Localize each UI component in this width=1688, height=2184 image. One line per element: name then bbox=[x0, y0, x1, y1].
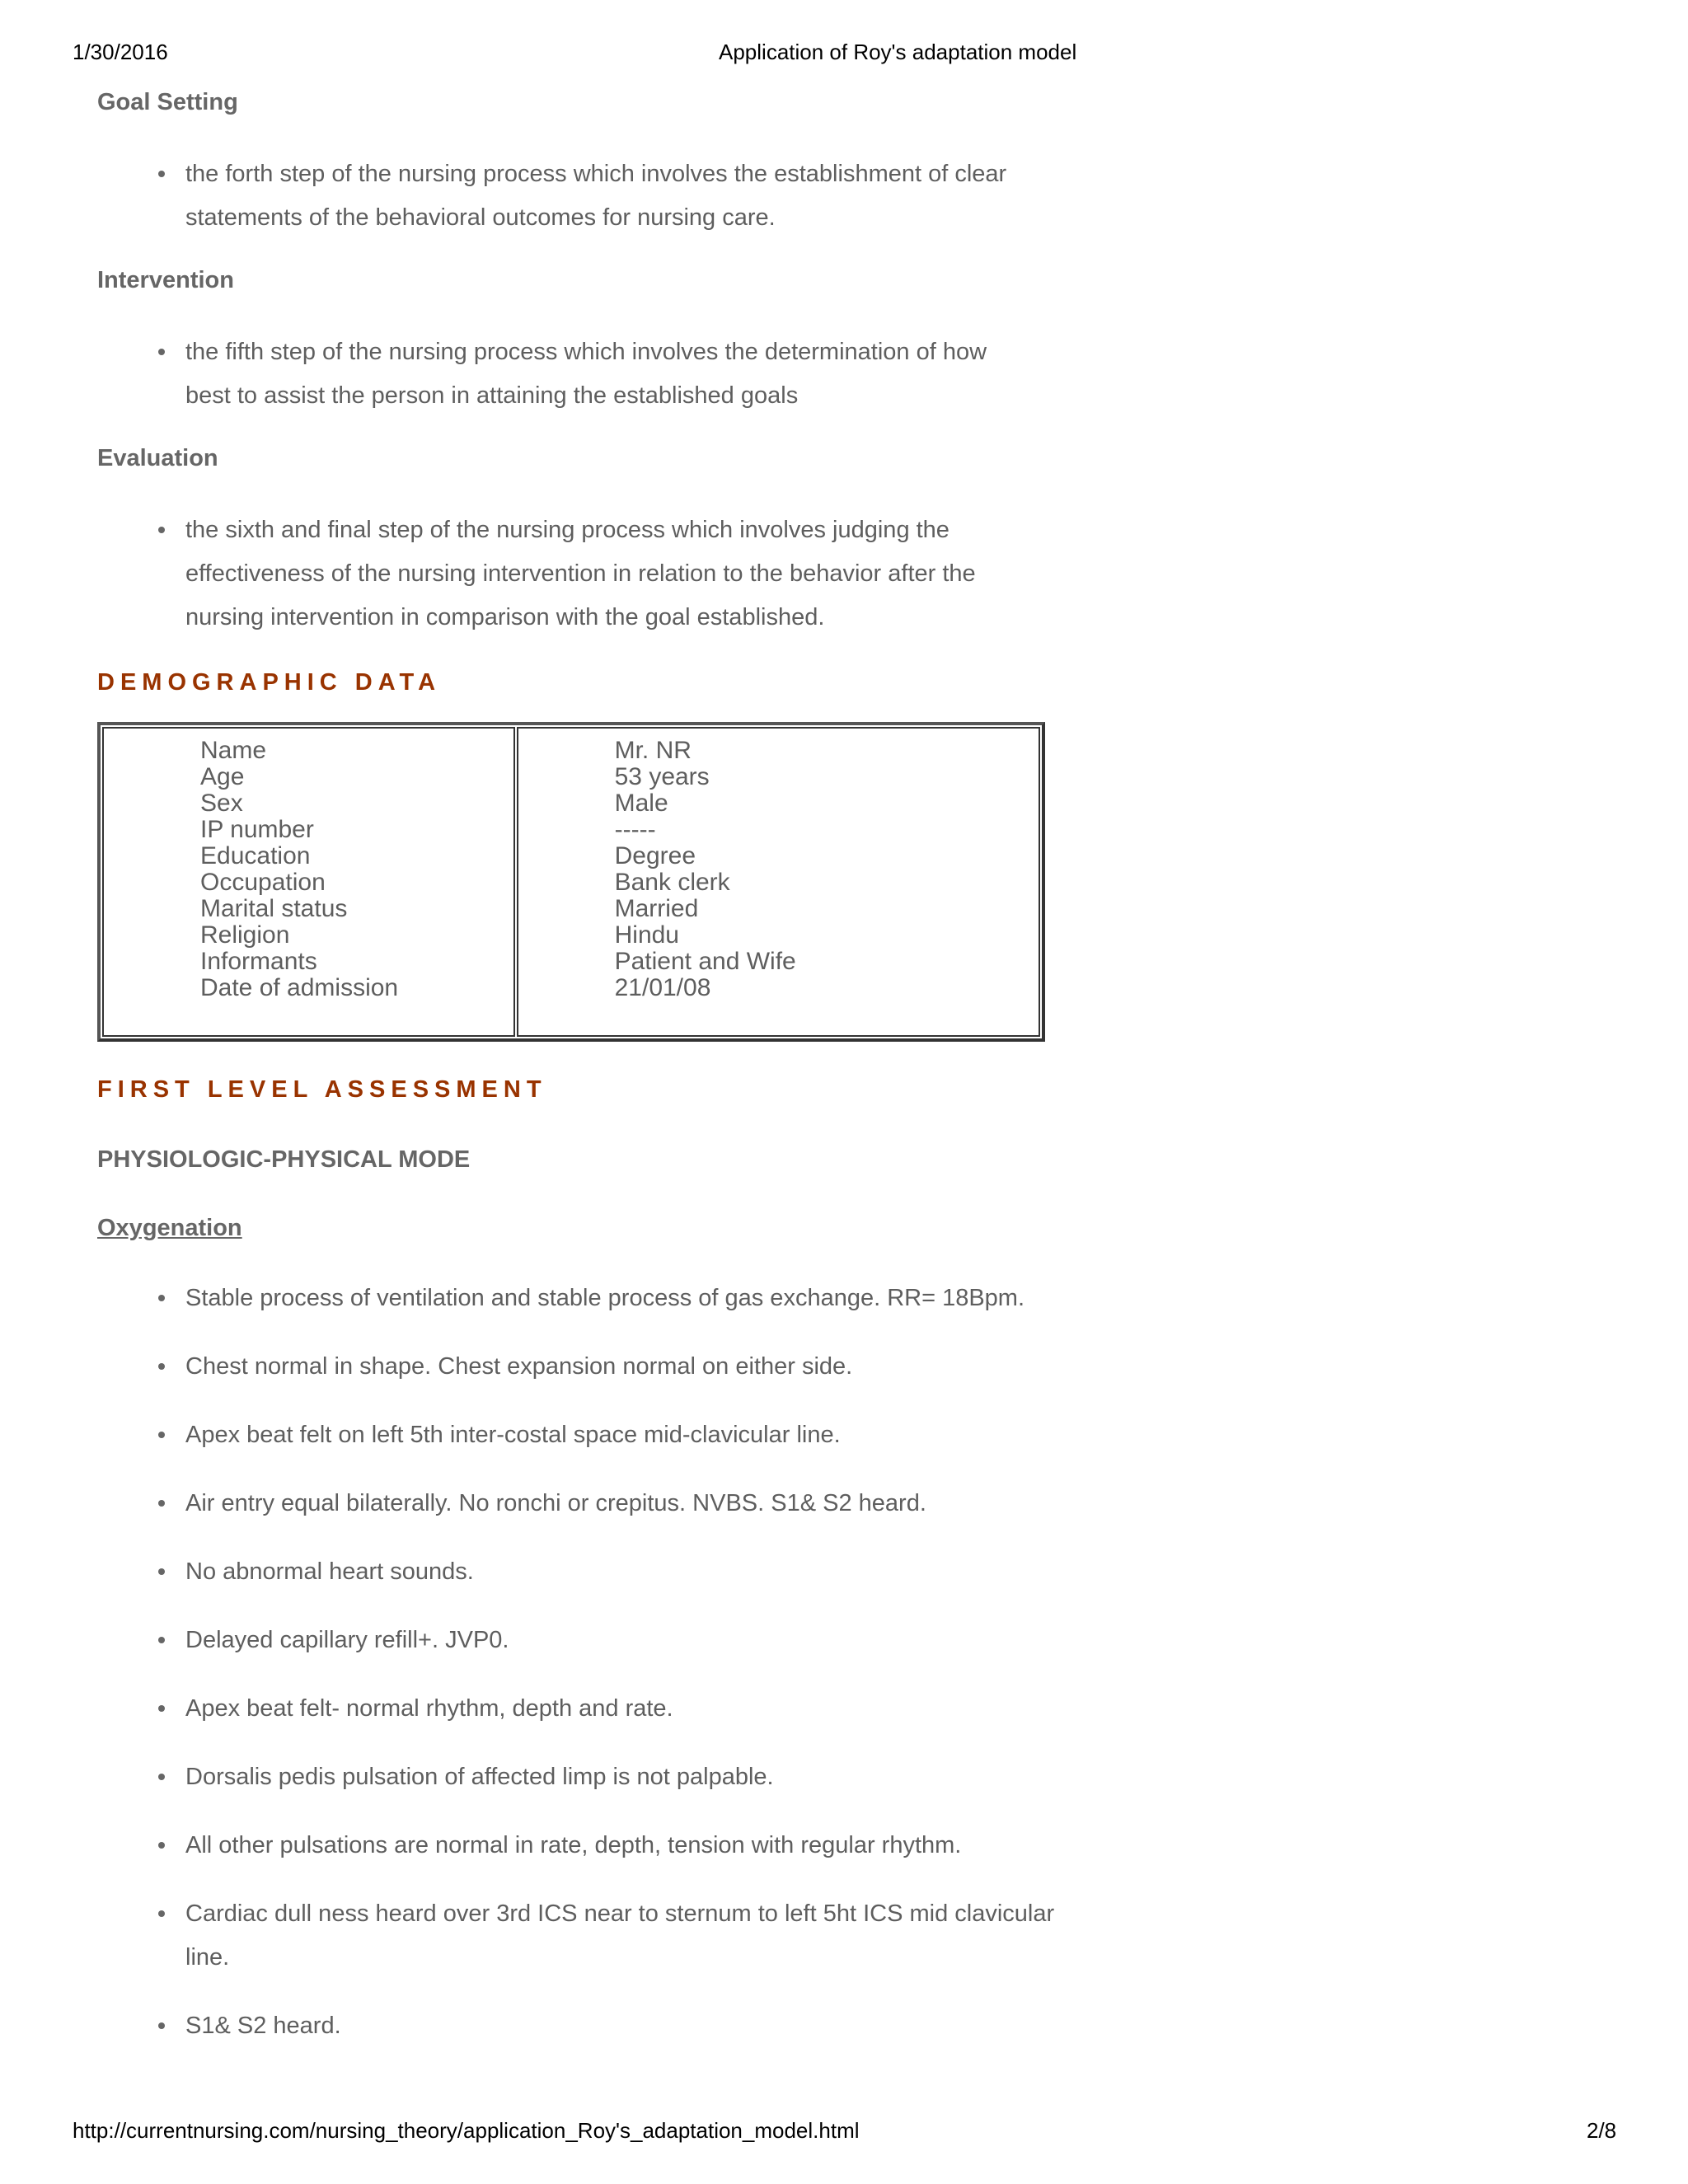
label-informants: Informants bbox=[200, 948, 317, 975]
bullet-icon bbox=[158, 1432, 165, 1438]
evaluation-list bbox=[97, 509, 1029, 640]
bullet-icon bbox=[158, 1295, 165, 1301]
value-informants: Patient and Wife bbox=[614, 948, 796, 975]
list-item-text: the forth step of the nursing process which involves the establishment of clear statements of the behavioral outcomes for nursing care. bbox=[185, 161, 1007, 231]
bullet-icon bbox=[158, 1774, 165, 1780]
label-age: Age bbox=[200, 763, 245, 790]
bullet-icon bbox=[158, 349, 165, 355]
goal-setting-heading: Goal Setting bbox=[97, 89, 238, 115]
label-education: Education bbox=[200, 842, 311, 869]
value-religion: Hindu bbox=[614, 921, 679, 949]
demographic-data-heading: DEMOGRAPHIC DATA bbox=[97, 669, 442, 696]
demographic-table bbox=[97, 722, 1045, 1042]
list-item bbox=[97, 509, 1029, 640]
bullet-icon bbox=[158, 1705, 165, 1712]
label-occupation: Occupation bbox=[200, 869, 326, 896]
list-item-text: Cardiac dull ness heard over 3rd ICS near to sternum to left 5ht ICS mid clavicular line. bbox=[185, 1900, 1055, 1971]
print-header bbox=[0, 40, 1688, 68]
label-marital-status: Marital status bbox=[200, 895, 348, 922]
list-item-text: No abnormal heart sounds. bbox=[185, 1558, 474, 1585]
value-ip-number: ----- bbox=[614, 816, 656, 843]
list-item bbox=[97, 1277, 1053, 1320]
label-sex: Sex bbox=[200, 790, 243, 817]
intervention-list bbox=[97, 330, 1029, 418]
label-ip-number: IP number bbox=[200, 816, 314, 843]
evaluation-heading: Evaluation bbox=[97, 445, 218, 471]
value-education: Degree bbox=[614, 842, 696, 869]
bullet-icon bbox=[158, 1910, 165, 1917]
bullet-icon bbox=[158, 2022, 165, 2029]
label-religion: Religion bbox=[200, 921, 290, 949]
list-item bbox=[97, 1687, 1053, 1731]
bullet-icon bbox=[158, 171, 165, 177]
list-item-text: All other pulsations are normal in rate, depth, tension with regular rhythm. bbox=[185, 1832, 962, 1858]
oxygenation-heading: Oxygenation bbox=[97, 1215, 242, 1241]
physiologic-mode-heading: PHYSIOLOGIC-PHYSICAL MODE bbox=[97, 1146, 471, 1173]
list-item-text: the sixth and final step of the nursing process which involves judging the effectiveness of the nursing intervention in relation to the behavior after the nursing intervention in comparison with the goal established. bbox=[185, 517, 976, 630]
list-item-text: Stable process of ventilation and stable process of gas exchange. RR= 18Bpm. bbox=[185, 1285, 1025, 1311]
list-item bbox=[97, 1824, 1053, 1868]
value-marital-status: Married bbox=[614, 895, 699, 922]
list-item bbox=[97, 1550, 1053, 1594]
label-date-of-admission: Date of admission bbox=[200, 974, 399, 1001]
list-item bbox=[97, 1345, 1053, 1389]
bullet-icon bbox=[158, 1363, 165, 1370]
print-date: 1/30/2016 bbox=[73, 40, 168, 64]
list-item-text: Dorsalis pedis pulsation of affected limp is not palpable. bbox=[185, 1764, 774, 1790]
value-sex: Male bbox=[614, 790, 668, 817]
demographic-labels-cell bbox=[102, 727, 515, 1037]
print-footer bbox=[0, 2118, 1688, 2146]
label-name: Name bbox=[200, 737, 267, 764]
list-item-text: Chest normal in shape. Chest expansion normal on either side. bbox=[185, 1353, 853, 1380]
list-item bbox=[97, 1755, 1053, 1799]
list-item bbox=[97, 152, 1029, 240]
value-name: Mr. NR bbox=[614, 737, 692, 764]
list-item-text: Air entry equal bilaterally. No ronchi or crepitus. NVBS. S1& S2 heard. bbox=[185, 1490, 926, 1516]
list-item-text: S1& S2 heard. bbox=[185, 2013, 341, 2039]
source-url: http://currentnursing.com/nursing_theory/application_Roy's_adaptation_model.html bbox=[73, 2118, 860, 2143]
value-occupation: Bank clerk bbox=[614, 869, 730, 896]
goal-setting-list bbox=[97, 152, 1029, 240]
page-content bbox=[97, 82, 1053, 2048]
intervention-heading: Intervention bbox=[97, 267, 234, 293]
value-age: 53 years bbox=[614, 763, 710, 790]
demographic-values-cell bbox=[517, 727, 1040, 1037]
oxygenation-list bbox=[97, 1277, 1053, 2048]
list-item-text: Apex beat felt- normal rhythm, depth and rate. bbox=[185, 1695, 673, 1722]
list-item bbox=[97, 1892, 1092, 1980]
list-item bbox=[97, 330, 1029, 418]
list-item-text: the fifth step of the nursing process which involves the determination of how best to assist the person in attaining the established goals bbox=[185, 339, 987, 409]
bullet-icon bbox=[158, 1568, 165, 1575]
document-title: Application of Roy's adaptation model bbox=[719, 40, 1077, 64]
page-number: 2/8 bbox=[1587, 2118, 1617, 2143]
list-item-text: Delayed capillary refill+. JVP0. bbox=[185, 1627, 509, 1653]
bullet-icon bbox=[158, 1637, 165, 1643]
list-item bbox=[97, 1482, 1053, 1526]
value-date-of-admission: 21/01/08 bbox=[614, 974, 711, 1001]
bullet-icon bbox=[158, 527, 165, 533]
bullet-icon bbox=[158, 1842, 165, 1849]
list-item bbox=[97, 2004, 1053, 2048]
list-item-text: Apex beat felt on left 5th inter-costal space mid-clavicular line. bbox=[185, 1422, 841, 1448]
list-item bbox=[97, 1619, 1053, 1662]
first-level-assessment-heading: FIRST LEVEL ASSESSMENT bbox=[97, 1076, 547, 1103]
list-item bbox=[97, 1413, 1053, 1457]
bullet-icon bbox=[158, 1500, 165, 1507]
